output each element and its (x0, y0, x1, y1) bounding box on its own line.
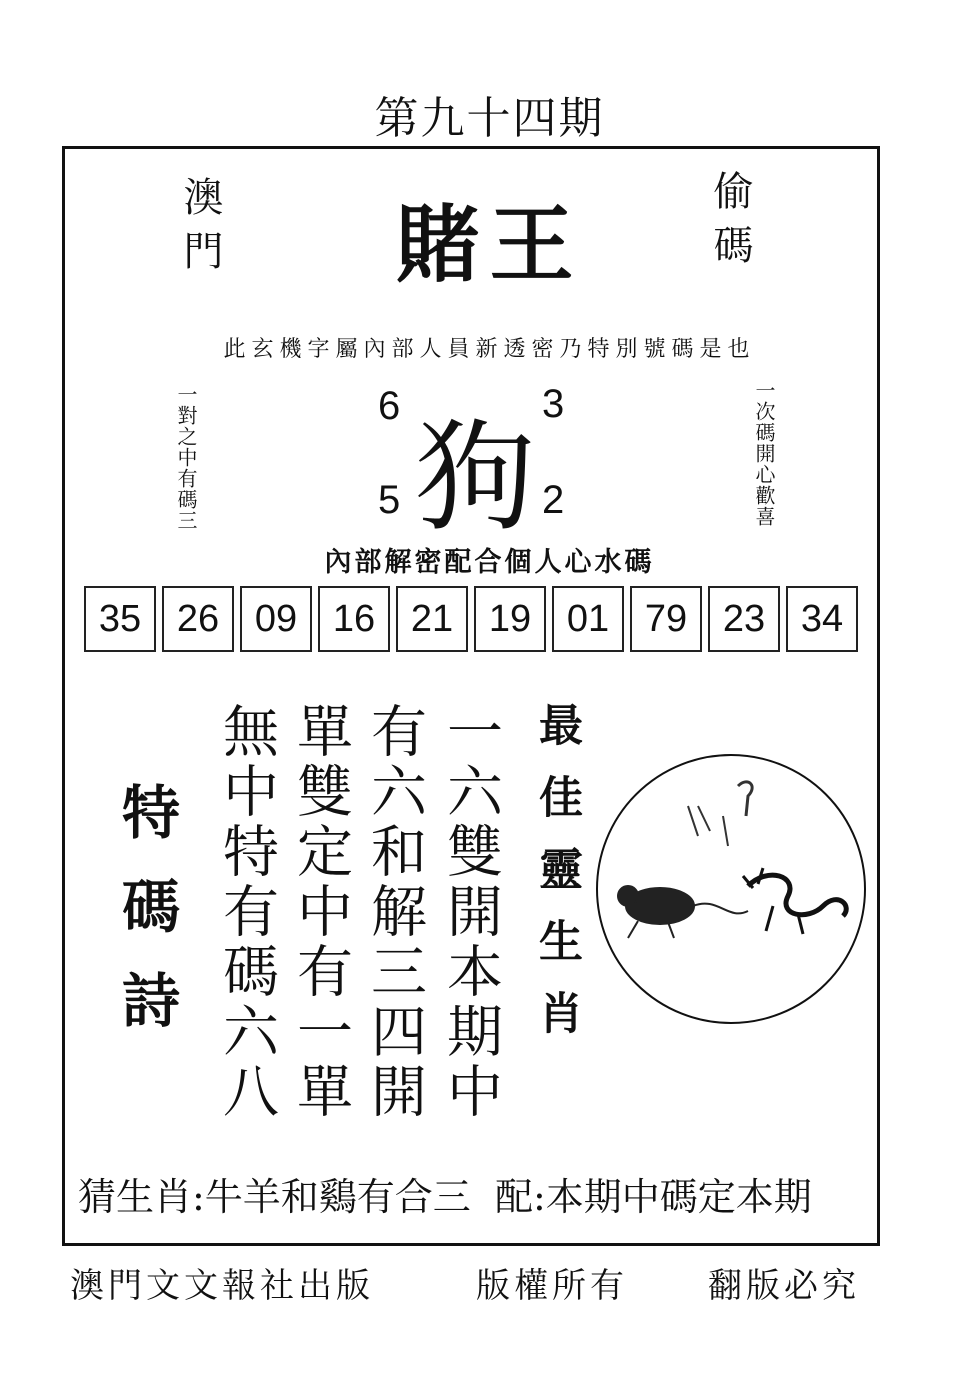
page-title: 賭王 (395, 196, 584, 294)
center-num-bottom-right: 2 (542, 478, 565, 522)
issue-title: 第九十四期 (374, 93, 605, 144)
number-box: 21 (396, 586, 468, 652)
numbers-label: 內部解密配合個人心水碼 (324, 547, 655, 578)
center-num-top-left: 6 (378, 384, 401, 428)
corner-right-text: 偷碼 (707, 170, 753, 278)
center-character: 狗 (415, 409, 535, 548)
number-box: 23 (708, 586, 780, 652)
poem-title: 特碼詩 (112, 782, 180, 1064)
corner-left-text: 澳門 (177, 176, 223, 284)
poem-line-1: 無中特有碼六八 (214, 702, 279, 1122)
figure-icon (688, 782, 752, 846)
number-row (84, 586, 858, 652)
poem-line-3: 有六和解三四開 (362, 702, 427, 1122)
center-num-top-right: 3 (542, 382, 565, 426)
number-box: 79 (630, 586, 702, 652)
footer-rights: 版權所有 (476, 1266, 628, 1306)
dragon-icon (743, 868, 846, 934)
number-box: 35 (84, 586, 156, 652)
guess-zodiac-line: 猜生肖:牛羊和鷄有合三 配:本期中碼定本期 (78, 1175, 812, 1219)
number-box: 19 (474, 586, 546, 652)
secret-line: 此玄機字屬內部人員新透密乃特別號碼是也 (223, 337, 756, 362)
number-box: 09 (240, 586, 312, 652)
footer-publisher: 澳門文文報社出版 (70, 1266, 374, 1306)
number-box: 34 (786, 586, 858, 652)
side-right-text: 一次碼開心歡喜 (752, 380, 776, 527)
poem-line-4: 一六雙開本期中 (438, 702, 503, 1122)
number-box: 01 (552, 586, 624, 652)
number-box: 16 (318, 586, 390, 652)
zodiac-illustration (596, 754, 866, 1024)
footer-warning: 翻版必究 (708, 1266, 860, 1306)
rat-icon (618, 886, 748, 938)
best-zodiac-label: 最佳靈生肖 (531, 702, 582, 1062)
poem-line-2: 單雙定中有一單 (288, 702, 353, 1122)
number-box: 26 (162, 586, 234, 652)
zodiac-animals-drawing (598, 756, 860, 1018)
side-left-text: 一對之中有碼三 (174, 384, 198, 531)
center-num-bottom-left: 5 (378, 478, 401, 522)
